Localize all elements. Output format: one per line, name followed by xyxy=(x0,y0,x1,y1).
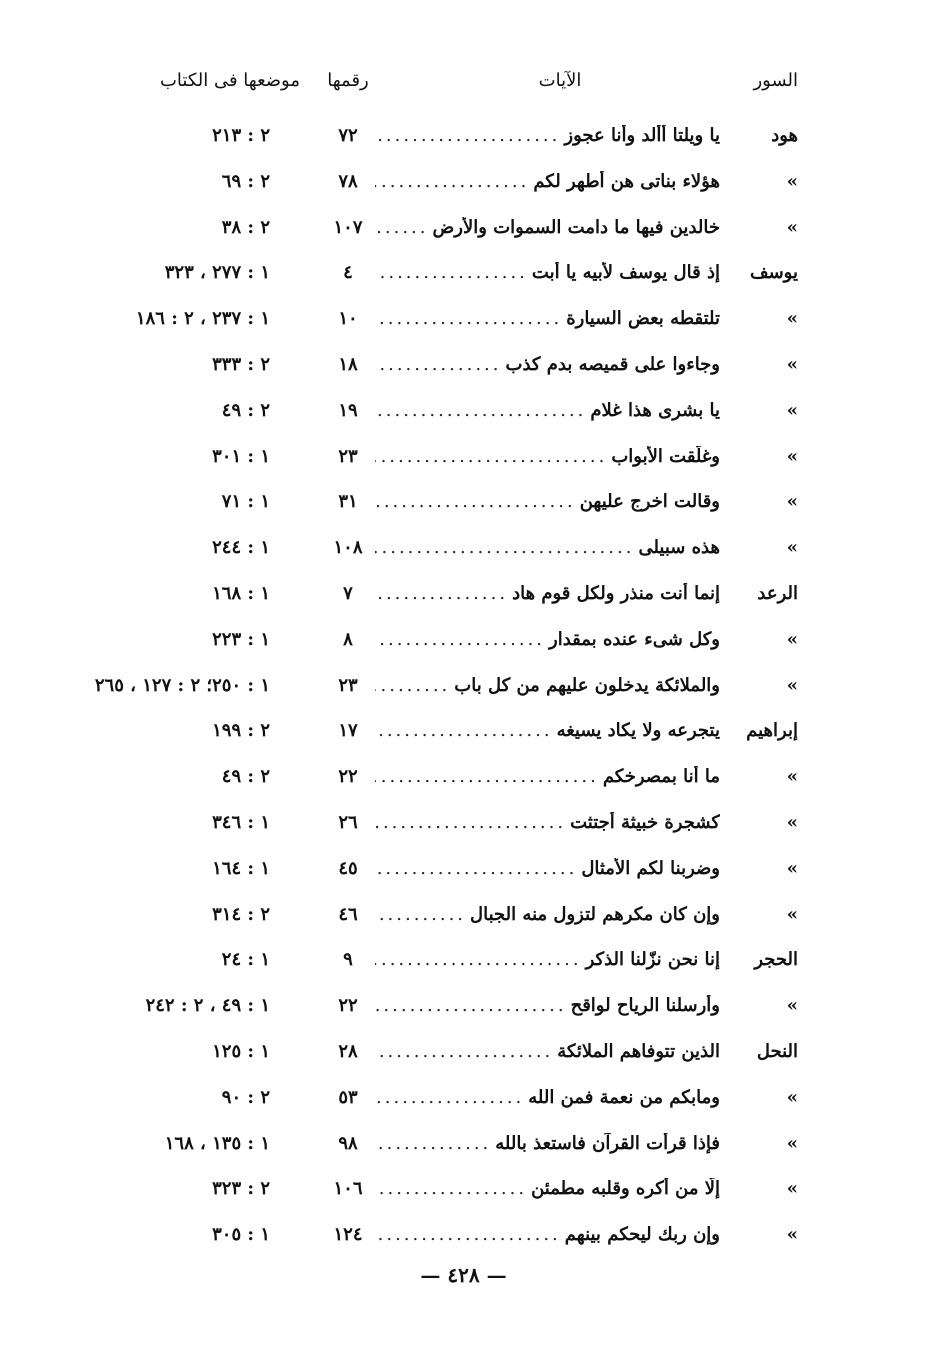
verse-number: ٢٨ xyxy=(338,1041,358,1062)
leader-dots xyxy=(375,583,508,604)
verse-cell xyxy=(375,1087,720,1108)
leader-dots xyxy=(375,812,566,833)
surah-name: « xyxy=(786,766,798,787)
table-row xyxy=(0,217,927,247)
leader-dots xyxy=(375,217,429,238)
verse-text: فإذا قرأت القرآن فاستعذ بالله xyxy=(495,1133,720,1154)
verse-text: وغلّقت الأبواب xyxy=(611,446,720,467)
verse-cell xyxy=(375,262,720,283)
surah-name: « xyxy=(786,354,798,375)
verse-number: ٩ xyxy=(343,949,353,970)
table-row xyxy=(0,858,927,888)
verse-cell xyxy=(375,400,720,421)
verse-text: إنما أنت منذر ولكل قوم هاد xyxy=(512,583,720,604)
leader-dots xyxy=(375,1224,561,1245)
leader-dots xyxy=(375,446,607,467)
verse-cell xyxy=(375,537,720,558)
leader-dots xyxy=(375,904,466,925)
verse-text: يا ويلتا أألد وأنا عجوز xyxy=(564,125,720,146)
verse-number: ٢٣ xyxy=(338,446,358,467)
leader-dots xyxy=(375,400,586,421)
verse-number: ١٠٦ xyxy=(333,1178,363,1199)
surah-name: « xyxy=(786,629,798,650)
book-location: ١ : ٣٠١ xyxy=(212,446,270,467)
header-surah: السور xyxy=(753,70,798,91)
leader-dots xyxy=(375,995,567,1016)
table-row xyxy=(0,446,927,476)
book-location: ٢ : ٦٩ xyxy=(221,171,270,192)
verse-number: ٢٢ xyxy=(338,766,358,787)
table-row xyxy=(0,308,927,338)
verse-cell xyxy=(375,858,720,879)
verse-cell xyxy=(375,904,720,925)
verse-text: إذ قال يوسف لأبيه يا أبت xyxy=(531,262,720,283)
verse-number: ١٢٤ xyxy=(333,1224,363,1245)
page-number: — ٤٢٨ — xyxy=(420,1263,507,1287)
table-row xyxy=(0,1041,927,1071)
leader-dots xyxy=(375,491,576,512)
verse-number: ٢٢ xyxy=(338,995,358,1016)
verse-number: ١٠٧ xyxy=(333,217,363,238)
verse-cell xyxy=(375,949,720,970)
surah-name: إبراهيم xyxy=(746,720,798,741)
surah-name: هود xyxy=(771,125,798,146)
leader-dots xyxy=(375,858,577,879)
book-location: ٢ : ٤٩ xyxy=(221,400,270,421)
verse-text: وكل شىء عنده بمقدار xyxy=(549,629,720,650)
verse-number: ٧٨ xyxy=(338,171,358,192)
verse-number: ٥٣ xyxy=(338,1087,358,1108)
verse-cell xyxy=(375,1133,720,1154)
leader-dots xyxy=(375,766,599,787)
book-location: ٢ : ٩٠ xyxy=(221,1087,270,1108)
book-location: ١ : ٢٢٣ xyxy=(212,629,270,650)
verse-text: وإن كان مكرهم لتزول منه الجبال xyxy=(470,904,720,925)
table-row xyxy=(0,354,927,384)
surah-name: « xyxy=(786,904,798,925)
verse-number: ١٠٨ xyxy=(333,537,363,558)
surah-name: الرعد xyxy=(757,583,798,604)
table-row xyxy=(0,1224,927,1254)
header-ayat: الآيات xyxy=(538,70,582,91)
book-location: ٢ : ٤٩ xyxy=(221,766,270,787)
header-number: رقمها xyxy=(327,70,369,91)
table-row xyxy=(0,400,927,430)
verse-text: ما أنا بمصرخكم xyxy=(602,766,720,787)
verse-text: وجاءوا على قميصه بدم كذب xyxy=(505,354,720,375)
table-row xyxy=(0,537,927,567)
verse-text: تلتقطه بعض السيارة xyxy=(566,308,720,329)
verse-number: ٧٢ xyxy=(338,125,358,146)
verse-text: هؤلاء بناتى هن أطهر لكم xyxy=(533,171,720,192)
verse-cell xyxy=(375,675,720,696)
verse-number: ٧ xyxy=(343,583,353,604)
table-header xyxy=(0,70,927,106)
verse-cell xyxy=(375,217,720,238)
verse-cell xyxy=(375,308,720,329)
leader-dots xyxy=(375,1178,527,1199)
surah-name: النحل xyxy=(756,1041,798,1062)
surah-name: « xyxy=(786,217,798,238)
book-location: ١ : ٢٤ xyxy=(221,949,270,970)
leader-dots xyxy=(375,537,634,558)
surah-name: « xyxy=(786,1133,798,1154)
verse-cell xyxy=(375,446,720,467)
book-location: ٢ : ١٩٩ xyxy=(212,720,270,741)
table-row xyxy=(0,1178,927,1208)
verse-number: ١٧ xyxy=(338,720,358,741)
book-location: ٢ : ٣٨ xyxy=(221,217,270,238)
verse-text: يا بشرى هذا غلام xyxy=(590,400,720,421)
leader-dots xyxy=(375,262,528,283)
verse-number: ٢٣ xyxy=(338,675,358,696)
book-location: ١ : ٢٧٧ ، ٣٢٣ xyxy=(164,262,270,283)
table-row xyxy=(0,583,927,613)
verse-number: ١٩ xyxy=(338,400,358,421)
verse-number: ٤٥ xyxy=(338,858,358,879)
book-location: ١ : ١٢٥ xyxy=(212,1041,270,1062)
book-location: ١ : ٤٩ ، ٢ : ٢٤٢ xyxy=(145,995,270,1016)
verse-cell xyxy=(375,125,720,146)
verse-text: إلّا من أكره وقلبه مطمئن xyxy=(531,1178,720,1199)
verse-number: ١٠ xyxy=(338,308,358,329)
verse-cell xyxy=(375,491,720,512)
verse-cell xyxy=(375,583,720,604)
table-row xyxy=(0,995,927,1025)
table-row xyxy=(0,720,927,750)
book-location: ١ : ٢٤٤ xyxy=(212,537,270,558)
verse-number: ٢٦ xyxy=(338,812,358,833)
verse-number: ٨ xyxy=(343,629,353,650)
surah-name: « xyxy=(786,995,798,1016)
leader-dots xyxy=(375,949,582,970)
book-location: ١ : ١٣٥ ، ١٦٨ xyxy=(164,1133,270,1154)
surah-name: « xyxy=(786,812,798,833)
table-row xyxy=(0,766,927,796)
surah-name: يوسف xyxy=(749,262,798,283)
verse-number: ١٨ xyxy=(338,354,358,375)
verse-cell xyxy=(375,1041,720,1062)
book-location: ١ : ١٦٤ xyxy=(212,858,270,879)
leader-dots xyxy=(375,171,529,192)
table-row xyxy=(0,1133,927,1163)
surah-name: « xyxy=(786,308,798,329)
book-location: ٢ : ٣٢٣ xyxy=(212,1178,270,1199)
leader-dots xyxy=(375,629,545,650)
verse-text: هذه سبيلى xyxy=(638,537,720,558)
verse-cell xyxy=(375,812,720,833)
verse-number: ٤ xyxy=(343,262,353,283)
surah-name: « xyxy=(786,446,798,467)
verse-text: كشجرة خبيثة أجتثت xyxy=(570,812,720,833)
verse-text: وضربنا لكم الأمثال xyxy=(581,858,720,879)
leader-dots xyxy=(375,354,502,375)
table-row xyxy=(0,1087,927,1117)
leader-dots xyxy=(375,1087,524,1108)
book-location: ١ : ٣٠٥ xyxy=(212,1224,270,1245)
table-row xyxy=(0,171,927,201)
verse-cell xyxy=(375,1178,720,1199)
verse-cell xyxy=(375,720,720,741)
verse-cell xyxy=(375,995,720,1016)
leader-dots xyxy=(375,1041,553,1062)
verse-number: ٤٦ xyxy=(338,904,358,925)
verse-text: الذين تتوفاهم الملائكة xyxy=(557,1041,720,1062)
table-row xyxy=(0,629,927,659)
verse-cell xyxy=(375,354,720,375)
table-row xyxy=(0,125,927,155)
book-location: ٢ : ٣١٤ xyxy=(212,904,270,925)
surah-name: الحجر xyxy=(754,949,798,970)
header-location: موضعها فى الكتاب xyxy=(159,70,300,91)
table-row xyxy=(0,949,927,979)
verse-cell xyxy=(375,171,720,192)
leader-dots xyxy=(375,720,553,741)
verse-text: والملائكة يدخلون عليهم من كل باب xyxy=(454,675,720,696)
book-location: ٢ : ٣٣٣ xyxy=(212,354,270,375)
book-location: ١ : ٢٣٧ ، ٢ : ١٨٦ xyxy=(135,308,270,329)
book-location: ١ : ٣٤٦ xyxy=(212,812,270,833)
surah-name: « xyxy=(786,858,798,879)
leader-dots xyxy=(375,675,450,696)
verse-text: يتجرعه ولا يكاد يسيغه xyxy=(556,720,720,741)
verse-text: وقالت اخرج عليهن xyxy=(579,491,720,512)
verse-number: ٣١ xyxy=(338,491,358,512)
leader-dots xyxy=(375,1133,491,1154)
surah-name: « xyxy=(786,400,798,421)
verse-cell xyxy=(375,629,720,650)
book-location: ١ : ٧١ xyxy=(221,491,270,512)
surah-name: « xyxy=(786,1087,798,1108)
verse-cell xyxy=(375,766,720,787)
surah-name: « xyxy=(786,675,798,696)
verse-cell xyxy=(375,1224,720,1245)
table-row xyxy=(0,262,927,292)
leader-dots xyxy=(375,125,560,146)
verse-text: ومابكم من نعمة فمن الله xyxy=(528,1087,720,1108)
table-row xyxy=(0,675,927,705)
surah-name: « xyxy=(786,1178,798,1199)
table-row xyxy=(0,904,927,934)
surah-name: « xyxy=(786,171,798,192)
book-location: ٢ : ٢١٣ xyxy=(212,125,270,146)
book-location: ١ : ١٦٨ xyxy=(212,583,270,604)
verse-number: ٩٨ xyxy=(338,1133,358,1154)
verse-text: إنا نحن نزّلنا الذكر xyxy=(585,949,720,970)
table-row xyxy=(0,491,927,521)
verse-text: وأرسلنا الرياح لواقح xyxy=(570,995,720,1016)
verse-text: وإن ربك ليحكم بينهم xyxy=(564,1224,720,1245)
table-row xyxy=(0,812,927,842)
verse-text: خالدين فيها ما دامت السموات والأرض xyxy=(432,217,720,238)
surah-name: « xyxy=(786,491,798,512)
surah-name: « xyxy=(786,1224,798,1245)
leader-dots xyxy=(375,308,562,329)
book-location: ١ : ٢٥٠؛ ٢ : ١٢٧ ، ٢٦٥ xyxy=(94,675,270,696)
surah-name: « xyxy=(786,537,798,558)
